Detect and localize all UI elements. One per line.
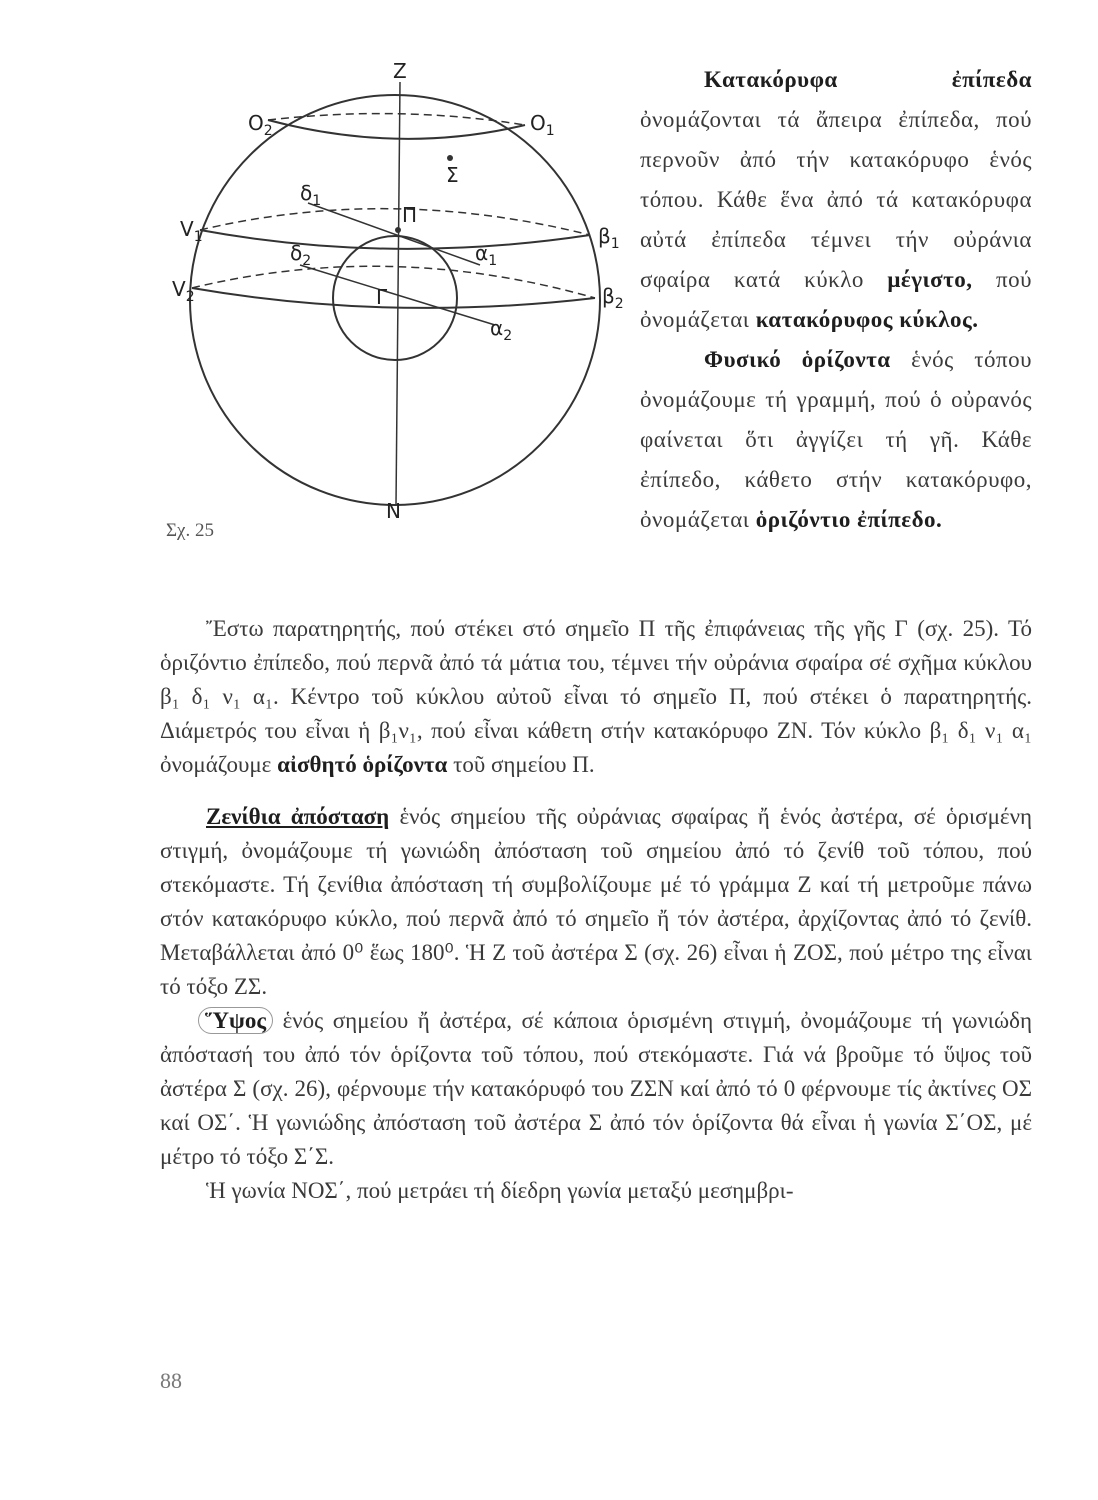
label-v1: $V_1$	[180, 217, 203, 245]
observer-point	[395, 227, 401, 233]
diameter-d1-a1	[308, 203, 480, 265]
label-d1: $\delta_1$	[300, 181, 322, 209]
label-Z: Z	[393, 60, 407, 83]
paragraph-observer: Ἔστω παρατηρητής, πού στέκει στό σημεῖο Π τῆς ἐπιφάνειας τῆς γῆς Γ (σχ. 25). Τό ὁριζόντιο ἐπίπεδο, πού περνᾶ ἀπό τά μάτια του, τέμνει τήν οὐράνια σφαίρα σέ σχῆμα κύκλου β₁ δ₁ ν₁ α₁. Κέντρο τοῦ κύκλου αὐτοῦ εἶναι τό σημεῖο Π, πού στέκει ὁ παρατηρητής. Διάμετρός του εἶναι ἡ β₁ν₁, πού εἶναι κάθετη στήν κατακόρυφο ΖΝ. Τόν κύκλο β₁ δ₁ ν₁ α₁ ὀνομάζουμε αἰσθητό ὁρίζοντα τοῦ σημείου Π.	[160, 616, 1032, 777]
horizon-1-front	[200, 230, 590, 249]
label-b2: $\beta_2$	[602, 284, 624, 312]
celestial-sphere-figure	[150, 60, 630, 530]
right-column-text	[640, 60, 1032, 540]
term-vertical-planes: Κατακόρυφα ἐπίπεδα	[704, 67, 1032, 92]
star-point	[447, 155, 453, 161]
label-N: N	[386, 499, 401, 523]
term-vertical-circle: κατακόρυφος κύκλος.	[755, 307, 979, 332]
term-natural-horizon: Φυσικό ὁρίζοντα	[704, 347, 891, 372]
label-a2: $\alpha_2$	[490, 316, 513, 344]
term-horizontal-plane: ὁριζόντιο ἐπίπεδο.	[755, 507, 943, 532]
label-O2: $O_2$	[248, 111, 273, 139]
vertical-axis-ZN	[396, 82, 400, 505]
celestial-sphere-diagram	[150, 60, 630, 530]
celestial-sphere-circle	[190, 95, 600, 505]
paragraph-vertical-planes: Κατακόρυφα ἐπίπεδα ὀνομάζονται τά ἄπειρα ἐπίπεδα, πού περνοῦν ἀπό τήν κατακόρυφο ἑνός τόπου. Κάθε ἕνα ἀπό τά κατακόρυφα αὐτά ἐπίπεδα τέμνει τήν οὐράνια σφαίρα κατά κύκλο μέγιστο, πού ὀνομάζεται κατακόρυφος κύκλος.	[640, 67, 1033, 332]
label-b1: $\beta_1$	[598, 224, 620, 252]
term-altitude: Ὕψος	[198, 1007, 273, 1034]
figure-caption: Σχ. 25	[166, 520, 214, 541]
main-body-text	[160, 612, 1032, 1208]
horizon-1-back	[200, 209, 590, 235]
upper-circle-front	[268, 120, 525, 139]
horizon-2-front	[192, 288, 595, 308]
label-G: Γ	[376, 285, 388, 309]
label-sigma: Σ	[446, 163, 459, 187]
label-v2: $V_2$	[172, 277, 195, 305]
paragraph-altitude: Ὕψος ἑνός σημείου ἤ ἀστέρα, σέ κάποια ὁρισμένη στιγμή, ὀνομάζουμε τή γωνιώδη ἀπόστασή του ἀπό τόν ὁρίζοντα τοῦ τόπου, πού στεκόμαστε. Γιά νά βροῦμε τό ὕψος τοῦ ἀστέρα Σ (σχ. 26), φέρνουμε τήν κατακόρυφό του ΖΣΝ καί ἀπό τό 0 φέρνουμε τίς ἀκτίνες ΟΣ καί ΟΣ΄. Ἡ γωνιώδης ἀπόσταση τοῦ ἀστέρα Σ ἀπό τόν ὁρίζοντα θά εἶναι ἡ γωνία Σ΄ΟΣ, μέ μέτρο τό τόξο Σ΄Σ.	[160, 1008, 1032, 1169]
paragraph-natural-horizon: Φυσικό ὁρίζοντα ἑνός τόπου ὀνομάζουμε τή γραμμή, πού ὁ οὐρανός φαίνεται ὅτι ἀγγίζει τή γῆ. Κάθε ἐπίπεδο, κάθετο στήν κατακόρυφο, ὀνομάζεται ὁριζόντιο ἐπίπεδο.	[640, 347, 1032, 532]
paragraph-angle: Ἡ γωνία ΝΟΣ΄, πού μετράει τή δίεδρη γωνία μεταξύ μεσημβρι-	[206, 1178, 794, 1203]
page-number: 88	[160, 1368, 182, 1393]
term-zenith-distance: Ζενίθια ἀπόσταση	[206, 804, 390, 829]
label-O1: $O_1$	[530, 111, 555, 139]
earth-circle	[333, 236, 457, 360]
term-sensible-horizon: αἰσθητό ὁρίζοντα	[277, 752, 448, 777]
label-P: Π	[402, 203, 418, 227]
label-a1: $\alpha_1$	[475, 241, 498, 269]
paragraph-zenith-distance: Ζενίθια ἀπόσταση ἑνός σημείου τῆς οὐράνιας σφαίρας ἤ ἑνός ἀστέρα, σέ ὁρισμένη στιγμή, ὀνομάζουμε τή γωνιώδη ἀπόσταση τοῦ σημείου ἀπό τό ζενίθ τοῦ τόπου, πού στεκόμαστε. Τή ζενίθια ἀπόσταση τή συμβολίζουμε μέ τό γράμμα Ζ καί τή μετροῦμε πάνω στόν κατακόρυφο κύκλο, πού περνᾶ ἀπό τό σημεῖο ἤ τόν ἀστέρα, ἀρχίζοντας ἀπό τό ζενίθ. Μεταβάλλεται ἀπό 0⁰ ἕως 180⁰. Ἡ Ζ τοῦ ἀστέρα Σ (σχ. 26) εἶναι ἡ ΖΟΣ, πού μέτρο της εἶναι τό τόξο ΖΣ.	[160, 804, 1032, 999]
label-d2: $\delta_2$	[290, 241, 312, 269]
